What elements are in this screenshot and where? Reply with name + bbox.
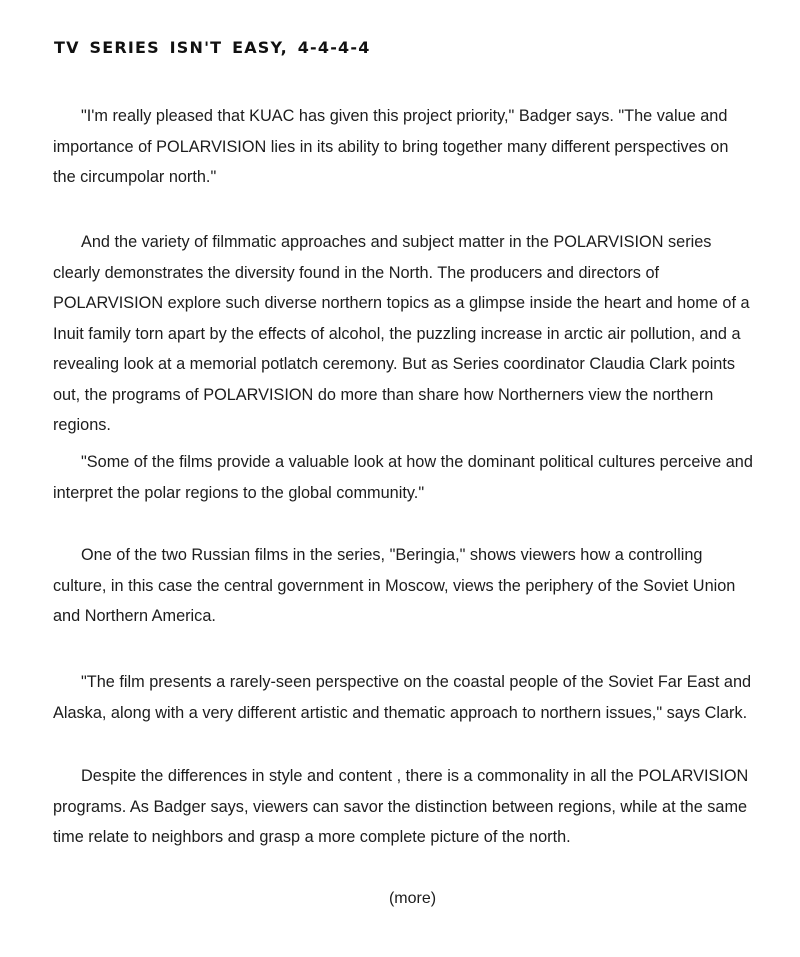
paragraph-filmmatic-variety: And the variety of filmmatic approaches and subject matter in the POLARVISION series clearly demonstrates the diversity found in the North. The producers and directors of POLARVISION explore such diverse northern topics as a glimpse inside the heart and home of a Inuit family torn apart by the effects of alcohol, the puzzling increase in arctic air pollution, and a revealing look at a memorial potlatch ceremony. But as Series coordinator Claudia Clark points out, the programs of POLARVISION do more than share how Northerners view the northern regions. xyxy=(53,233,750,434)
paragraph-badger-quote: "I'm really pleased that KUAC has given this project priority," Badger says. "The value and importance of POLARVISION lies in its ability to bring together many different perspectives on the circumpolar north." xyxy=(53,107,729,186)
continued-marker: (more) xyxy=(388,890,437,907)
paragraph-beringia: One of the two Russian films in the series, "Beringia," shows viewers how a controlling culture, in this case the central government in Moscow, views the periphery of the Soviet Union and Northern America. xyxy=(53,546,736,625)
paragraph-political-cultures-quote: "Some of the films provide a valuable look at how the dominant political cultures perceive and interpret the polar regions to the global community." xyxy=(53,453,753,502)
paragraph-commonality: Despite the differences in style and content , there is a commonality in all the POLARVISION programs. As Badger says, viewers can savor the distinction between regions, while at the same time relate to neighbors and grasp a more complete picture of the north. xyxy=(53,767,749,846)
page-slug-heading: TV SERIES ISN'T EASY, 4-4-4-4 xyxy=(54,38,371,57)
paragraph-clark-quote: "The film presents a rarely-seen perspective on the coastal people of the Soviet Far East and Alaska, along with a very different artistic and thematic approach to northern issues," says Clark. xyxy=(53,673,752,722)
